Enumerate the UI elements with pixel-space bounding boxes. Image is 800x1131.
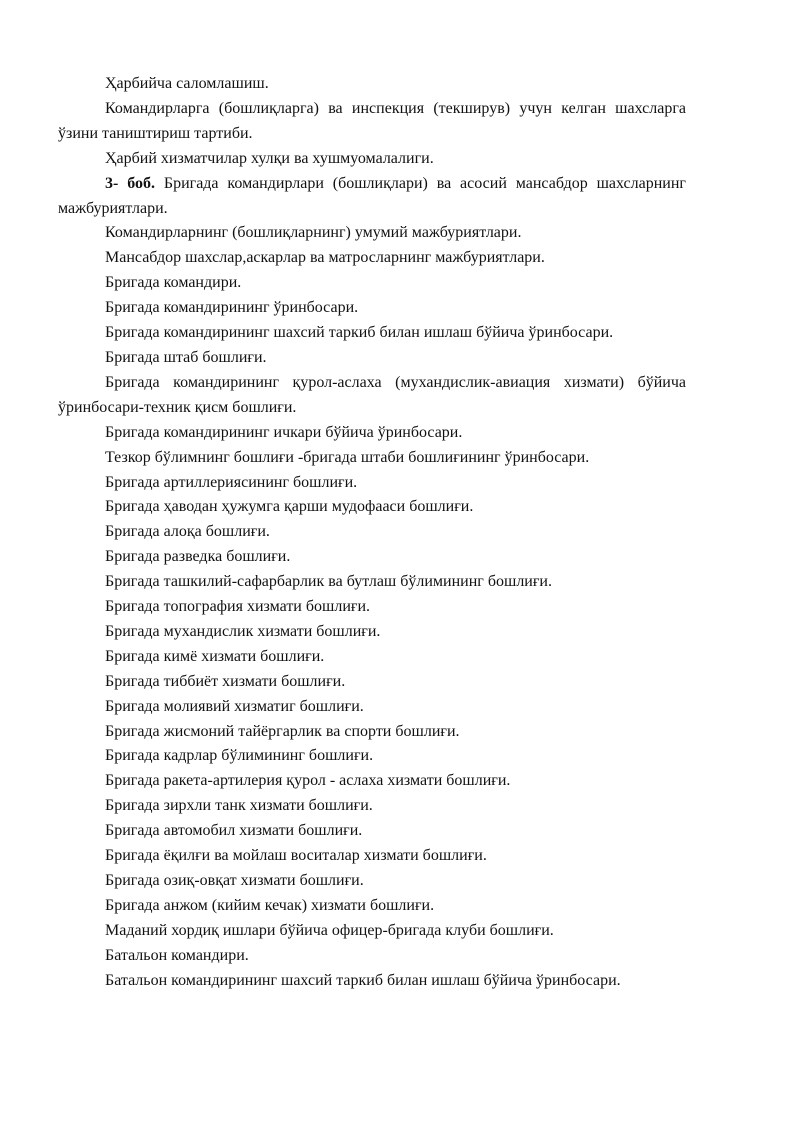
paragraph: Бригада разведка бошлиғи. — [105, 548, 291, 566]
paragraph: Бригада штаб бошлиғи. — [105, 348, 267, 366]
paragraph: Бригада тиббиёт хизмати бошлиғи. — [105, 672, 346, 690]
paragraph: Бригада автомобил хизмати бошлиғи. — [105, 822, 363, 840]
paragraph: Мансабдор шахслар,аскарлар ва матросларнинг мажбуриятлари. — [105, 249, 545, 267]
document-page — [58, 72, 686, 994]
paragraph: Тезкор бўлимнинг бошлиғи -бригада штаби бошлиғининг ўринбосари. — [105, 448, 590, 466]
chapter-number: 3- боб. — [105, 174, 155, 192]
paragraph: Бригада молиявий хизматиг бошлиғи. — [105, 697, 364, 715]
paragraph: Командирларга (бошлиқларга) ва инспекция (текширув) учун келган шахсларга ўзини таништириш тартиби. — [58, 99, 686, 142]
paragraph: Бригада ташкилий-сафарбарлик ва бутлаш бўлимининг бошлиғи. — [105, 573, 552, 591]
paragraph: Бригада мухандислик хизмати бошлиғи. — [105, 622, 381, 640]
paragraph: Бригада командирининг шахсий таркиб билан ишлаш бўйича ўринбосари. — [105, 324, 614, 342]
paragraph: Бригада ракета-артилерия қурол - аслаха хизмати бошлиғи. — [105, 772, 511, 790]
paragraph: Батальон командирининг шахсий таркиб билан ишлаш бўйича ўринбосари. — [105, 971, 621, 989]
paragraph: Бригада ёқилғи ва мойлаш воситалар хизмати бошлиғи. — [105, 847, 487, 865]
paragraph: Бригада жисмоний тайёргарлик ва спорти бошлиғи. — [105, 722, 460, 740]
paragraph: Маданий хордиқ ишлари бўйича офицер-бригада клуби бошлиғи. — [105, 921, 554, 939]
chapter-heading: 3- боб. Бригада командирлари (бошлиқлари) ва асосий мансабдор шахсларнинг мажбуриятлари. — [58, 174, 686, 217]
paragraph: Бригада алоқа бошлиғи. — [105, 523, 270, 541]
paragraph: Бригада ҳаводан ҳужумга қарши мудофааси бошлиғи. — [105, 498, 474, 516]
paragraph: Бригада командирининг қурол-аслаха (мухандислик-авиация хизмати) бўйича ўринбосари-техник қисм бошлиғи. — [58, 373, 686, 416]
paragraph: Ҳарбийча саломлашиш. — [105, 75, 269, 92]
paragraph: Бригада кимё хизмати бошлиғи. — [105, 647, 325, 665]
paragraph: Бригада озиқ-овқат хизмати бошлиғи. — [105, 872, 364, 889]
paragraph: Бригада зирхли танк хизмати бошлиғи. — [105, 797, 373, 815]
paragraph: Бригада артиллериясининг бошлиғи. — [105, 473, 358, 491]
paragraph: Бригада командирининг ўринбосари. — [105, 299, 359, 317]
paragraph: Бригада топография хизмати бошлиғи. — [105, 598, 370, 616]
paragraph: Ҳарбий хизматчилар хулқи ва хушмуомалалиги. — [105, 149, 434, 167]
paragraph: Батальон командири. — [105, 946, 249, 964]
paragraph: Бригада командирининг ичкари бўйича ўринбосари. — [105, 423, 463, 441]
paragraph: Бригада анжом (кийим кечак) хизмати бошлиғи. — [105, 896, 435, 914]
paragraph: Командирларнинг (бошлиқларнинг) умумий мажбуриятлари. — [105, 224, 522, 242]
paragraph: Бригада командири. — [105, 274, 242, 292]
paragraph: Бригада кадрлар бўлимининг бошлиғи. — [105, 747, 374, 765]
